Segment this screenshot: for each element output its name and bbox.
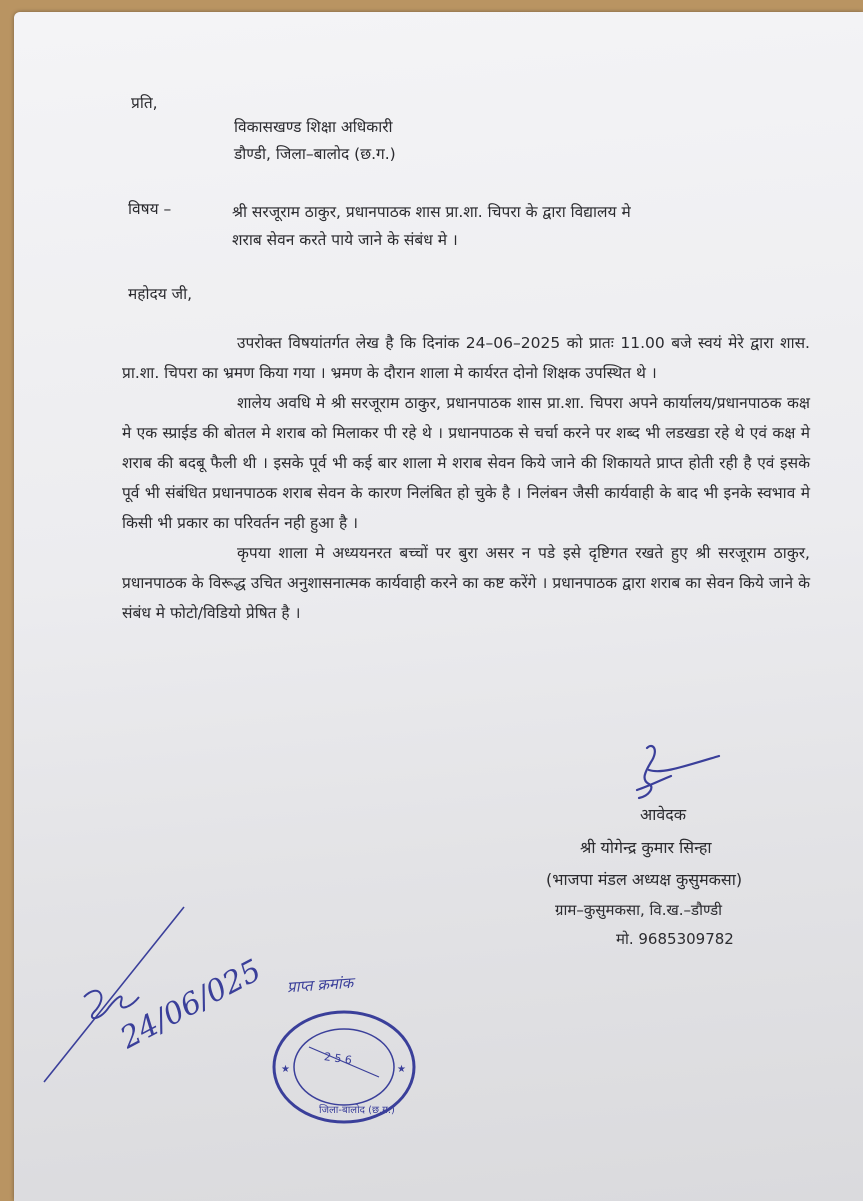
salutation: महोदय जी, — [128, 285, 193, 303]
applicant-address: ग्राम–कुसुमकसा, वि.ख.–डौण्डी — [555, 901, 723, 919]
applicant-mobile: मो. 9685309782 — [616, 930, 734, 948]
applicant-signature-icon — [619, 740, 729, 810]
subject-label: विषय – — [128, 200, 172, 218]
applicant-designation: (भाजपा मंडल अध्यक्ष कुसुमकसा) — [546, 870, 743, 889]
applicant-label: आवेदक — [640, 805, 687, 824]
paragraph-2: शालेय अवधि मे श्री सरजूराम ठाकुर, प्रधानपाठक शास प्रा.शा. चिपरा अपने कार्यालय/प्रधानपाठक कक्ष मे एक स्प्राईड की बोतल मे शराब को मिलाकर पी रहे थे । प्रधानपाठक से चर्चा करने पर शब्द भी लडखडा रहे थे एवं कक्ष मे शराब की बदबू फैली थी । इसके पूर्व भी कई बार शाला मे शराब सेवन किये जाने की शिकायते प्राप्त होती रही है एवं इसके पूर्व भी संबंधित प्रधानपाठक शराब सेवन के कारण निलंबित हो चुके है । निलंबन जैसी कार्यवाही के बाद भी इनके स्वभाव मे किसी भी प्रकार का परिवर्तन नही हुआ है । — [122, 394, 810, 532]
letter-body — [122, 328, 810, 628]
stamp-bottom-text: जिला-बालोद (छ.ग.) — [319, 1105, 395, 1116]
stamp-year-mark: 2 5 6 — [323, 1050, 353, 1067]
subject-line-1: श्री सरजूराम ठाकुर, प्रधानपाठक शास प्रा.शा. चिपरा के द्वारा विद्यालय मे — [232, 203, 631, 221]
office-stamp — [269, 973, 419, 1127]
stamp-handwritten-note: प्राप्त क्रमांक — [286, 973, 354, 997]
addressee-line-1: विकासखण्ड शिक्षा अधिकारी — [234, 118, 393, 136]
letter-page — [14, 12, 863, 1201]
applicant-name: श्री योगेन्द्र कुमार सिन्हा — [580, 838, 712, 857]
paragraph-3: कृपया शाला मे अध्ययनरत बच्चों पर बुरा असर न पडे इसे दृष्टिगत रखते हुए श्री सरजूराम ठाकुर, प्रधानपाठक के विरूद्ध उचित अनुशासनात्मक कार्यवाही करने का कष्ट करेंगे । प्रधानपाठक द्वारा शराब का सेवन किये जाने के संबंध मे फोटो/विडियो प्रेषित है । — [122, 544, 810, 622]
svg-text:★: ★ — [281, 1064, 290, 1075]
received-date: 24/06/025 — [114, 952, 268, 1057]
subject-line-2: शराब सेवन करते पाये जाने के संबंध मे । — [232, 231, 458, 249]
addressee-line-2: डौण्डी, जिला–बालोद (छ.ग.) — [234, 145, 396, 163]
paragraph-1: उपरोक्त विषयांतर्गत लेख है कि दिनांक 24–06–2025 को प्रातः 11.00 बजे स्वयं मेरे द्वारा शास. प्रा.शा. चिपरा का भ्रमण किया गया । भ्रमण के दौरान शाला मे कार्यरत दोनो शिक्षक उपस्थित थे । — [122, 334, 810, 382]
to-label: प्रति, — [131, 94, 158, 112]
svg-text:★: ★ — [397, 1064, 406, 1075]
